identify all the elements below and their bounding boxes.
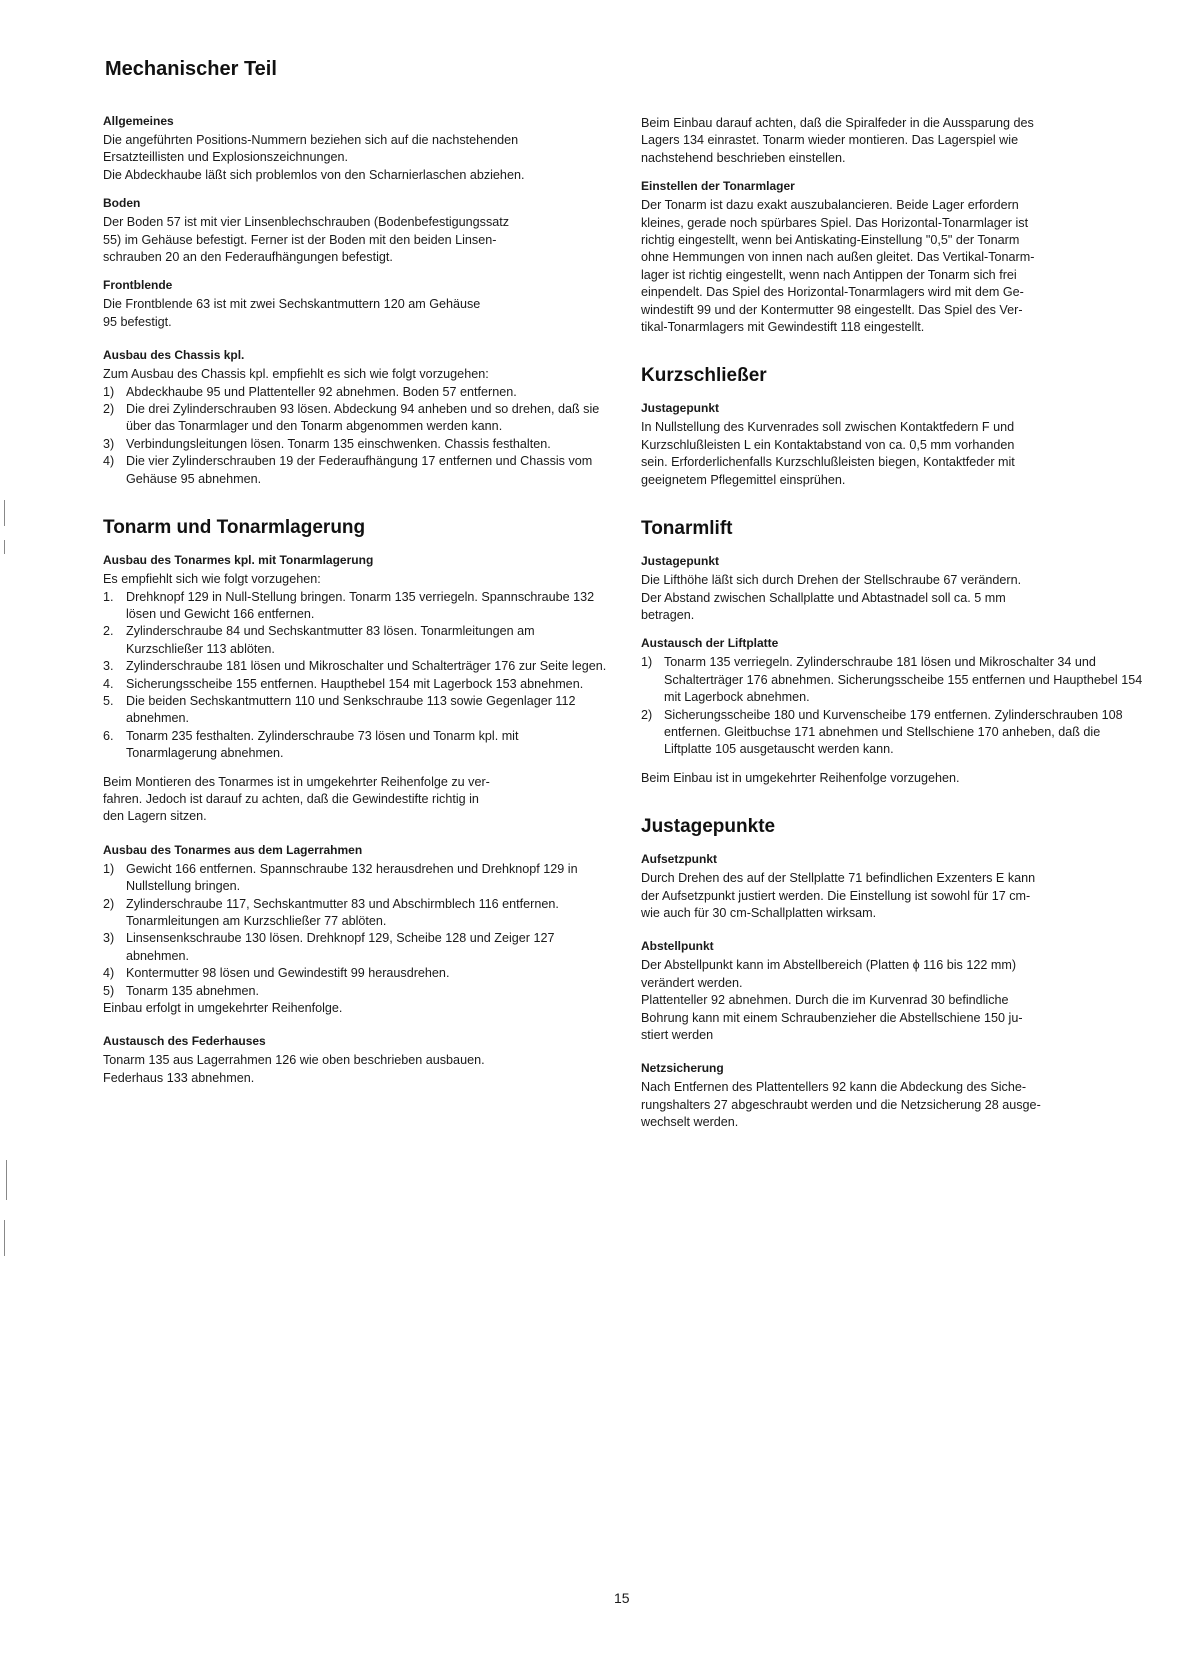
list-text: Tonarm 135 abnehmen. [126, 983, 260, 998]
text-line: Nach Entfernen des Plattentellers 92 kann die Abdeckung des Siche- [641, 1080, 1027, 1095]
text-line: sein. Erforderlichenfalls Kurzschlußleisten biegen, Kontaktfeder mit [641, 455, 1015, 470]
list-text: Gewicht 166 entfernen. Spannschraube 132 herausdrehen und Drehknopf 129 in Nullstellung bringen. [126, 861, 578, 894]
section-chassis [103, 347, 607, 488]
list-text: Zylinderschraube 84 und Sechskantmutter 83 lösen. Tonarmleitungen am Kurzschließer 113 ablöten. [126, 624, 535, 656]
text-line: Beim Montieren des Tonarmes ist in umgekehrter Reihenfolge zu ver- [103, 774, 490, 789]
list-number: 4) [103, 454, 115, 469]
subheading-abstellpunkt: Abstellpunkt [641, 939, 714, 954]
text-line: Beim Einbau ist in umgekehrter Reihenfolge vorzugehen. [641, 770, 960, 785]
list-number: 2) [103, 896, 115, 911]
section-title-kurzschliesser: Kurzschließer [641, 365, 767, 387]
subheading-ausbau-tonarm: Ausbau des Tonarmes kpl. mit Tonarmlagerung [103, 553, 374, 568]
list-item [103, 453, 607, 488]
subheading-boden: Boden [103, 196, 141, 211]
section-title-tonarm: Tonarm und Tonarmlagerung [103, 517, 366, 539]
section-tonarm [103, 516, 607, 1087]
list-item [103, 436, 607, 453]
scan-mark [4, 500, 5, 526]
text-line: Die Lifthöhe läßt sich durch Drehen der Stellschraube 67 verändern. [641, 573, 1022, 588]
list-text: Zylinderschraube 117, Sechskantmutter 83 und Abschirmblech 116 entfernen. Tonarmleitungen am Kurzschließer 77 ablöten. [126, 896, 559, 928]
section-title-justagepunkte: Justagepunkte [641, 816, 776, 838]
text-line: einpendelt. Das Spiel des Horizontal-Tonarmlagers wird mit dem Ge- [641, 285, 1024, 300]
list-text: Die beiden Sechskantmuttern 110 und Senkschraube 113 sowie Gegenlager 112 abnehmen. [126, 693, 576, 726]
text-line: In Nullstellung des Kurvenrades soll zwischen Kontaktfedern F und [641, 420, 1015, 435]
list-number: 3) [103, 436, 115, 451]
text-line: Es empfiehlt sich wie folgt vorzugehen: [103, 572, 321, 587]
list-item [641, 707, 1143, 759]
subheading-frontblende: Frontblende [103, 278, 173, 293]
subheading-lagerrahmen: Ausbau des Tonarmes aus dem Lagerrahmen [103, 842, 363, 857]
text-line: nachstehend beschrieben einstellen. [641, 150, 846, 165]
section-boden [103, 195, 607, 266]
list-text: Verbindungsleitungen lösen. Tonarm 135 einschwenken. Chassis festhalten. [126, 436, 551, 451]
list-number: 5. [103, 693, 114, 708]
list-number: 1) [641, 655, 653, 670]
text-line: 55) im Gehäuse befestigt. Ferner ist der Boden mit den beiden Linsen- [103, 232, 497, 247]
list-number: 3. [103, 659, 114, 674]
scan-mark [4, 1220, 5, 1256]
text-line: Plattenteller 92 abnehmen. Durch die im Kurvenrad 30 befindliche [641, 993, 1009, 1008]
list-number: 2) [103, 402, 115, 417]
list-item [103, 861, 607, 896]
text-line: tikal-Tonarmlagers mit Gewindestift 118 eingestellt. [641, 320, 925, 335]
text-line: betragen. [641, 607, 695, 622]
list-number: 4. [103, 676, 114, 691]
list-item [103, 676, 607, 693]
text-line: Die angeführten Positions-Nummern beziehen sich auf die nachstehenden [103, 133, 519, 147]
page-title: Mechanischer Teil [105, 58, 277, 80]
list-number: 4) [103, 966, 115, 981]
text-line: Der Tonarm ist dazu exakt auszubalancieren. Beide Lager erfordern [641, 198, 1019, 213]
text-line: lager ist richtig eingestellt, wenn nach Antippen der Tonarm sich frei [641, 267, 1017, 282]
section-kurzschliesser [641, 364, 1143, 489]
subheading-allgemeines: Allgemeines [103, 114, 174, 128]
section-allgemeines [103, 113, 607, 184]
text-line: geeignetem Pflegemittel einsprühen. [641, 472, 846, 487]
list-text: Die vier Zylinderschrauben 19 der Federaufhängung 17 entfernen und Chassis vom Gehäuse 95 abnehmen. [126, 454, 593, 486]
list-number: 6. [103, 728, 114, 743]
text-line: ohne Hemmungen von innen nach außen gleitet. Das Vertikal-Tonarm- [641, 250, 1035, 265]
text-line: Zum Ausbau des Chassis kpl. empfiehlt es sich wie folgt vorzugehen: [103, 367, 489, 382]
text-line: richtig eingestellt, wenn bei Antiskating-Einstellung "0,5" der Tonarm [641, 233, 1020, 248]
list-number: 1. [103, 589, 114, 604]
text-line: 95 befestigt. [103, 314, 172, 329]
list-item [103, 623, 607, 658]
text-line: Beim Einbau darauf achten, daß die Spiralfeder in die Aussparung des [641, 116, 1034, 130]
text-line: Die Frontblende 63 ist mit zwei Sechskantmuttern 120 am Gehäuse [103, 297, 481, 312]
list-item [103, 965, 607, 982]
list-item [103, 693, 607, 728]
text-line: kleines, gerade noch spürbares Spiel. Das Horizontal-Tonarmlager ist [641, 215, 1029, 230]
list-text: Abdeckhaube 95 und Plattenteller 92 abnehmen. Boden 57 entfernen. [126, 384, 517, 399]
text-line: Tonarm 135 aus Lagerrahmen 126 wie oben beschrieben ausbauen. [103, 1053, 485, 1068]
list-number: 2) [641, 707, 653, 722]
text-line: verändert werden. [641, 975, 743, 990]
list-item [641, 654, 1143, 706]
list-number: 1) [103, 861, 115, 876]
list-number: 3) [103, 931, 115, 946]
list-text: Tonarm 135 verriegeln. Zylinderschraube 181 lösen und Mikroschalter 34 und Schalterträger 176 abnehmen. Sicherungsscheibe 155 entfernen und Haupthebel 154 mit Lagerbock abnehmen. [664, 655, 1143, 705]
section-justagepunkte [641, 815, 1143, 1131]
text-line: windestift 99 und der Kontermutter 98 eingestellt. Das Spiel des Ver- [641, 302, 1023, 317]
page-number: 15 [614, 1590, 630, 1606]
text-line: Der Abstellpunkt kann im Abstellbereich (Platten ϕ 116 bis 122 mm) [641, 958, 1017, 973]
text-line: der Aufsetzpunkt justiert werden. Die Einstellung ist sowohl für 17 cm- [641, 888, 1031, 903]
section-einbau [641, 115, 1143, 167]
text-line: Durch Drehen des auf der Stellplatte 71 befindlichen Exzenters E kann [641, 871, 1036, 886]
subheading-aufsetzpunkt: Aufsetzpunkt [641, 852, 717, 867]
text-line: rungshalters 27 abgeschraubt werden und die Netzsicherung 28 ausge- [641, 1097, 1041, 1112]
text-line: stiert werden [641, 1028, 714, 1042]
list-item [103, 728, 607, 763]
text-line: schrauben 20 an den Federaufhängungen befestigt. [103, 250, 393, 265]
section-einstellen [641, 178, 1143, 336]
text-line: Der Abstand zwischen Schallplatte und Abtastnadel soll ca. 5 mm [641, 590, 1006, 605]
text-line: Ersatzteillisten und Explosionszeichnungen. [103, 150, 349, 165]
list-number: 5) [103, 983, 115, 998]
text-line: Der Boden 57 ist mit vier Linsenblechschrauben (Bodenbefestigungssatz [103, 215, 510, 230]
text-line: Bohrung kann mit einem Schraubenzieher die Abstellschiene 150 ju- [641, 1010, 1023, 1025]
list-text: Linsensenkschraube 130 lösen. Drehknopf 129, Scheibe 128 und Zeiger 127 abnehmen. [126, 931, 555, 963]
text-line: den Lagern sitzen. [103, 809, 207, 824]
list-text: Sicherungsscheibe 180 und Kurvenscheibe 179 entfernen. Zylinderschrauben 108 entfernen. Gleitbuchse 171 abnehmen und Stellschiene 170 anheben, daß die Liftplatte 105 ausgetauscht werden kann. [664, 707, 1123, 757]
text-line: wechselt werden. [641, 1115, 739, 1130]
scan-mark [4, 540, 5, 554]
list-number: 1) [103, 384, 115, 399]
list-item [103, 930, 607, 965]
subheading-liftplatte: Austausch der Liftplatte [641, 636, 779, 651]
list-text: Tonarm 235 festhalten. Zylinderschraube 73 lösen und Tonarm kpl. mit Tonarmlagerung abnehmen. [126, 728, 519, 761]
section-frontblende [103, 277, 607, 331]
right-column [641, 115, 1143, 1132]
list-item [103, 401, 607, 436]
subheading-federhaus: Austausch des Federhauses [103, 1034, 266, 1049]
subheading-chassis: Ausbau des Chassis kpl. [103, 348, 245, 363]
list-item [103, 384, 607, 401]
list-text: Kontermutter 98 lösen und Gewindestift 99 herausdrehen. [126, 966, 450, 981]
list-text: Drehknopf 129 in Null-Stellung bringen. Tonarm 135 verriegeln. Spannschraube 132 lösen und Gewicht 166 entfernen. [126, 589, 595, 621]
text-line: wie auch für 30 cm-Schallplatten wirksam. [641, 905, 877, 920]
left-column [103, 113, 607, 1087]
list-text: Sicherungsscheibe 155 entfernen. Haupthebel 154 mit Lagerbock 153 abnehmen. [126, 676, 584, 691]
text-line: Lagers 134 einrastet. Tonarm wieder montieren. Das Lagerspiel wie [641, 133, 1019, 148]
list-item [103, 658, 607, 675]
list-item [103, 589, 607, 624]
text-line: Kurzschlußleisten L ein Kontaktabstand von ca. 0,5 mm vorhanden [641, 437, 1015, 452]
subheading-einstellen: Einstellen der Tonarmlager [641, 179, 795, 194]
scan-mark [6, 1160, 7, 1200]
list-text: Zylinderschraube 181 lösen und Mikroschalter und Schalterträger 176 zur Seite legen. [126, 659, 607, 674]
text-line: fahren. Jedoch ist darauf zu achten, daß die Gewindestifte richtig in [103, 791, 479, 806]
text-line: Federhaus 133 abnehmen. [103, 1070, 255, 1085]
subheading-justagepunkt: Justagepunkt [641, 554, 720, 569]
list-item [103, 896, 607, 931]
subheading-netzsicherung: Netzsicherung [641, 1061, 724, 1076]
list-number: 2. [103, 624, 114, 639]
subheading-justagepunkt: Justagepunkt [641, 401, 720, 416]
list-text: Die drei Zylinderschrauben 93 lösen. Abdeckung 94 anheben und so drehen, daß sie über das Tonarmlager und den Tonarm abgenommen werden kann. [126, 402, 600, 434]
section-title-tonarmlift: Tonarmlift [641, 518, 733, 540]
section-tonarmlift [641, 517, 1143, 787]
text-line: Die Abdeckhaube läßt sich problemlos von den Scharnierlaschen abziehen. [103, 167, 525, 182]
text-line: Einbau erfolgt in umgekehrter Reihenfolge. [103, 1001, 343, 1016]
list-item [103, 983, 607, 1000]
